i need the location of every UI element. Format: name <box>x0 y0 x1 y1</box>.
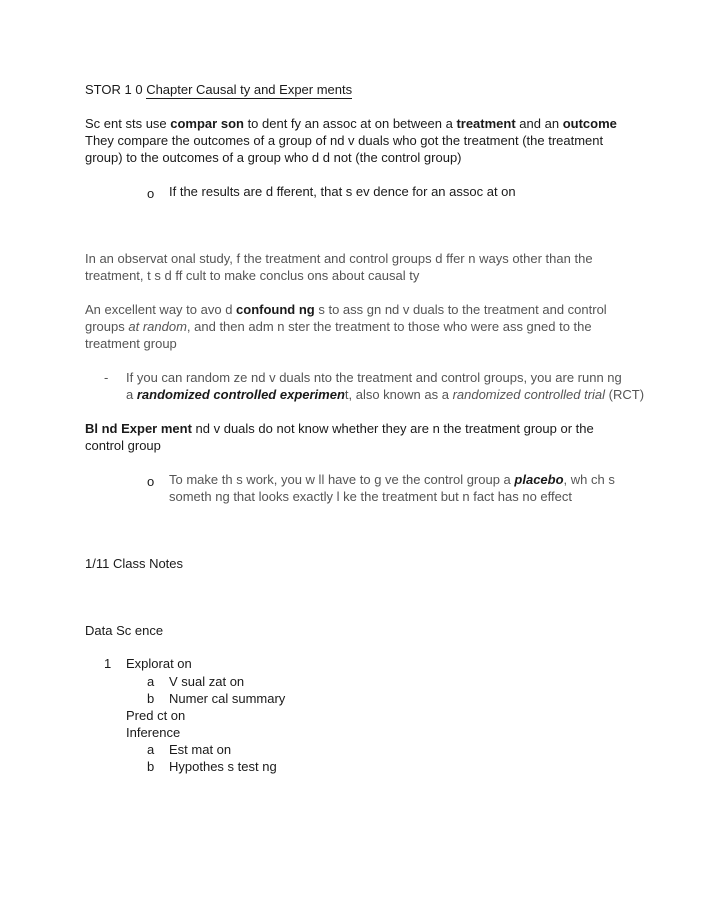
sub-marker: a <box>147 742 155 757</box>
term-confounding: confound ng <box>236 302 315 317</box>
text-run: , and then adm n ster the treatment to those who were ass gned to the <box>186 319 592 334</box>
text-run: An excellent way to avo d <box>85 302 237 317</box>
term-rct: randomized controlled trial <box>452 387 606 402</box>
sub-marker: a <box>147 674 155 689</box>
para4-line2: control group <box>85 438 161 453</box>
sub-item-estimation: Est mat on <box>169 742 232 757</box>
list-item-exploration: Explorat on <box>126 656 192 671</box>
para3-line1 <box>85 301 607 318</box>
title-chapter: Chapter Causal ty and Exper ments <box>146 82 353 97</box>
text-run: nd v duals do not know whether they are n the treatment group or the <box>191 421 594 436</box>
dash-marker: - <box>104 370 109 385</box>
para1-line3: group) to the outcomes of a group who d d not (the control group) <box>85 150 462 165</box>
text-run: Sc ent sts use <box>85 116 171 131</box>
text-run: and an <box>515 116 563 131</box>
term-rce: randomized controlled experimen <box>136 387 345 402</box>
term-blind-experiment: Bl nd Exper ment <box>85 421 192 436</box>
para2-line1: In an observat onal study, f the treatment and control groups d ffer n ways other than the <box>85 251 593 266</box>
text-run: groups <box>85 319 129 334</box>
text-run: (RCT) <box>605 387 645 402</box>
term-outcome: outcome <box>562 116 617 131</box>
dash1-line1: If you can random ze nd v duals nto the treatment and control groups, you are runn ng <box>126 370 622 385</box>
text-run: t, also known as a <box>344 387 453 402</box>
term-comparison: compar son <box>170 116 244 131</box>
text-run: To make th s work, you w ll have to g ve the control group a <box>169 472 515 487</box>
sub-marker: b <box>147 759 155 774</box>
page-title <box>85 81 352 98</box>
para1-line1 <box>85 115 617 132</box>
title-prefix: STOR 1 0 <box>85 82 147 97</box>
text-run: , wh ch s <box>563 472 615 487</box>
list-item-inference: Inference <box>126 725 181 740</box>
para1-line2: They compare the outcomes of a group of nd v duals who got the treatment (the treatment <box>85 133 604 148</box>
sub-item-numerical-summary: Numer cal summary <box>169 691 286 706</box>
sub-item-visualization: V sual zat on <box>169 674 245 689</box>
bullet1-text: If the results are d fferent, that s ev dence for an assoc at on <box>169 184 516 199</box>
data-science-heading: Data Sc ence <box>85 623 164 638</box>
bullet2-line1 <box>169 471 615 488</box>
bullet2-line2: someth ng that looks exactly l ke the treatment but n fact has no effect <box>169 489 572 504</box>
para4-line1 <box>85 420 594 437</box>
sub-item-hypothesis-testing: Hypothes s test ng <box>169 759 277 774</box>
bullet-marker: o <box>147 186 155 201</box>
class-notes-heading: 1/11 Class Notes <box>85 556 184 571</box>
dash1-line2 <box>126 386 644 403</box>
para3-line3: treatment group <box>85 336 177 351</box>
list-item-prediction: Pred ct on <box>126 708 186 723</box>
para3-line2 <box>85 318 592 335</box>
term-placebo: placebo <box>514 472 564 487</box>
text-run: to dent fy an assoc at on between a <box>243 116 457 131</box>
term-treatment: treatment <box>456 116 516 131</box>
bullet-marker: o <box>147 474 155 489</box>
text-run: s to ass gn nd v duals to the treatment and control <box>314 302 607 317</box>
para2-line2: treatment, t s d ff cult to make conclus ons about causal ty <box>85 268 420 283</box>
term-at-random: at random <box>128 319 187 334</box>
sub-marker: b <box>147 691 155 706</box>
text-run: a <box>126 387 137 402</box>
list-number: 1 <box>104 656 112 671</box>
